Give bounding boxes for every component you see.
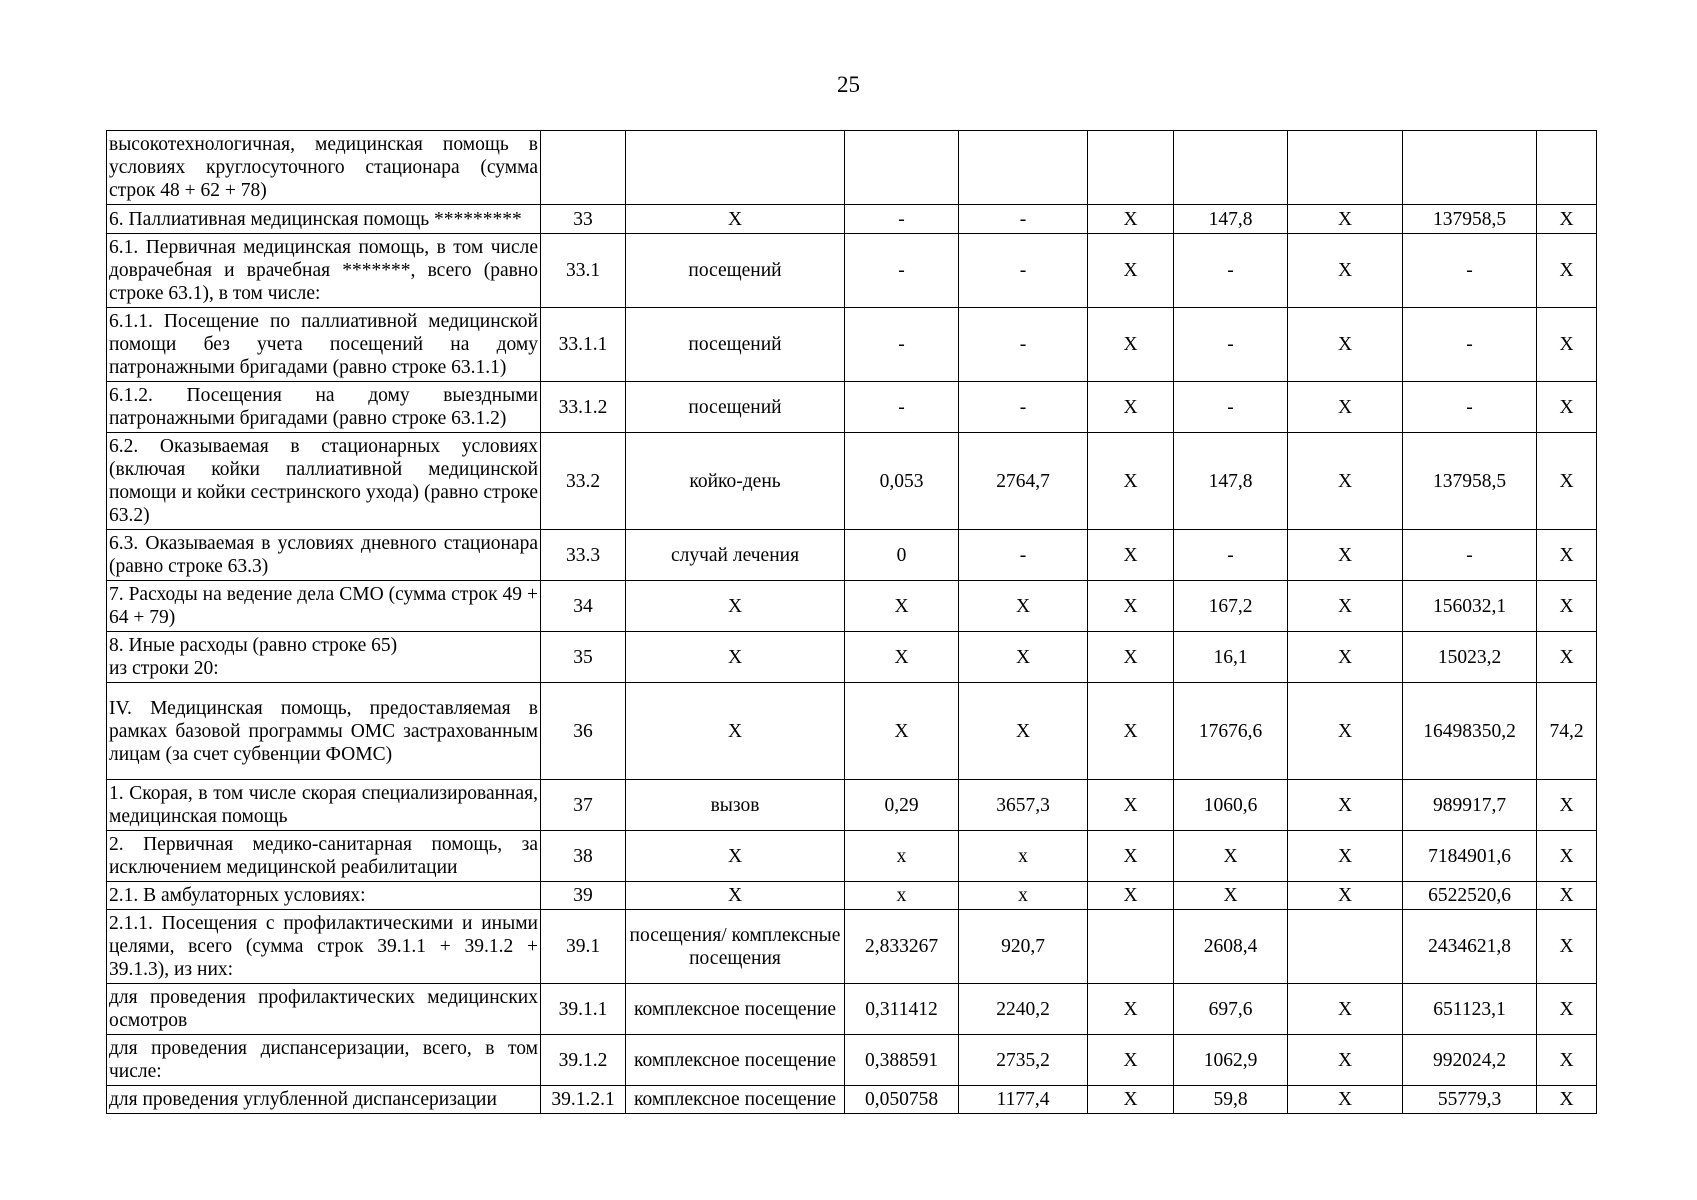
table-cell-name: для проведения углубленной диспансеризации xyxy=(107,1086,541,1114)
table-cell-c3: 0,29 xyxy=(845,780,959,831)
table-cell-unit xyxy=(626,131,845,205)
table-cell-c6: Х xyxy=(1174,831,1288,882)
table-cell-c5: Х xyxy=(1088,1035,1174,1086)
table-cell-c4: 2240,2 xyxy=(959,984,1088,1035)
table-cell-c5 xyxy=(1088,910,1174,984)
table-cell-c5: Х xyxy=(1088,433,1174,530)
table-cell-name: 7. Расходы на ведение дела СМО (сумма строк 49 + 64 + 79) xyxy=(107,581,541,632)
table-cell-c3: Х xyxy=(845,683,959,780)
table-cell-c9: Х xyxy=(1537,581,1597,632)
table-cell-code: 39.1 xyxy=(541,910,626,984)
table-cell-c8: 2434621,8 xyxy=(1403,910,1537,984)
table-cell-c6: 17676,6 xyxy=(1174,683,1288,780)
table-row xyxy=(107,882,1597,910)
table-cell-c8: - xyxy=(1403,530,1537,581)
table-cell-c8: 55779,3 xyxy=(1403,1086,1537,1114)
table-cell-unit: вызов xyxy=(626,780,845,831)
table-cell-c6 xyxy=(1174,131,1288,205)
table-cell-c8: - xyxy=(1403,308,1537,382)
table-cell-c4: х xyxy=(959,882,1088,910)
table-cell-c3: 0,311412 xyxy=(845,984,959,1035)
table-cell-code: 35 xyxy=(541,632,626,683)
table-cell-name: 1. Скорая, в том числе скорая специализированная, медицинская помощь xyxy=(107,780,541,831)
table-cell-unit: посещений xyxy=(626,382,845,433)
table-cell-code: 39.1.2.1 xyxy=(541,1086,626,1114)
table-cell-c5: Х xyxy=(1088,882,1174,910)
table-cell-code: 39.1.1 xyxy=(541,984,626,1035)
table-cell-c3: - xyxy=(845,308,959,382)
table-cell-c7: Х xyxy=(1288,433,1403,530)
table-cell-unit: койко-день xyxy=(626,433,845,530)
table-cell-c4: 2764,7 xyxy=(959,433,1088,530)
table-cell-c4: 3657,3 xyxy=(959,780,1088,831)
table-cell-c7: Х xyxy=(1288,831,1403,882)
table-cell-c7: Х xyxy=(1288,530,1403,581)
table-cell-c3 xyxy=(845,131,959,205)
table-cell-name: 2.1.1. Посещения с профилактическими и иными целями, всего (сумма строк 39.1.1 + 39.1.2 + 39.1.3), из них: xyxy=(107,910,541,984)
table-cell-c3: 0,053 xyxy=(845,433,959,530)
table-row xyxy=(107,382,1597,433)
table-cell-c3: 2,833267 xyxy=(845,910,959,984)
table-cell-c6: - xyxy=(1174,234,1288,308)
table-cell-code: 37 xyxy=(541,780,626,831)
table-cell-c5: Х xyxy=(1088,683,1174,780)
table-cell-code: 33 xyxy=(541,205,626,234)
table-cell-c5: Х xyxy=(1088,308,1174,382)
table-row xyxy=(107,910,1597,984)
table-cell-code: 36 xyxy=(541,683,626,780)
table-cell-c3: х xyxy=(845,882,959,910)
table-cell-unit: Х xyxy=(626,831,845,882)
table-cell-unit: посещения/ комплексные посещения xyxy=(626,910,845,984)
table-cell-unit: посещений xyxy=(626,308,845,382)
table-cell-c4 xyxy=(959,131,1088,205)
table-cell-c4: - xyxy=(959,308,1088,382)
table-cell-code: 33.1 xyxy=(541,234,626,308)
table-cell-c8: 137958,5 xyxy=(1403,205,1537,234)
table-cell-c5: Х xyxy=(1088,581,1174,632)
table-cell-code: 38 xyxy=(541,831,626,882)
table-cell-code: 33.2 xyxy=(541,433,626,530)
table-cell-c7: Х xyxy=(1288,581,1403,632)
table-row xyxy=(107,683,1597,780)
table-cell-c6: Х xyxy=(1174,882,1288,910)
table-cell-c6: 147,8 xyxy=(1174,433,1288,530)
table-cell-unit: комплексное посещение xyxy=(626,1035,845,1086)
table-row xyxy=(107,1035,1597,1086)
table-cell-c7: Х xyxy=(1288,632,1403,683)
table-cell-c7: Х xyxy=(1288,382,1403,433)
table-row xyxy=(107,530,1597,581)
table-cell-c9 xyxy=(1537,131,1597,205)
table-cell-c9: Х xyxy=(1537,910,1597,984)
table-row xyxy=(107,433,1597,530)
table-cell-c3: х xyxy=(845,831,959,882)
table-cell-c9: Х xyxy=(1537,984,1597,1035)
table-row xyxy=(107,1086,1597,1114)
table-cell-c6: - xyxy=(1174,308,1288,382)
table-cell-c7 xyxy=(1288,910,1403,984)
table-cell-c8: 7184901,6 xyxy=(1403,831,1537,882)
table-cell-c9: Х xyxy=(1537,308,1597,382)
table-cell-c6: 167,2 xyxy=(1174,581,1288,632)
table-cell-c3: - xyxy=(845,234,959,308)
table-cell-c8: 992024,2 xyxy=(1403,1035,1537,1086)
table-cell-name: 6.1.1. Посещение по паллиативной медицинской помощи без учета посещений на дому патронажными бригадами (равно строке 63.1.1) xyxy=(107,308,541,382)
table-row xyxy=(107,632,1597,683)
table-cell-c6: - xyxy=(1174,530,1288,581)
table-cell-name: высокотехнологичная, медицинская помощь в условиях круглосуточного стационара (сумма строк 48 + 62 + 78) xyxy=(107,131,541,205)
table-cell-c7: Х xyxy=(1288,882,1403,910)
table-body xyxy=(107,131,1597,1114)
table-cell-name: 2. Первичная медико-санитарная помощь, за исключением медицинской реабилитации xyxy=(107,831,541,882)
table-cell-c9: Х xyxy=(1537,882,1597,910)
table-cell-c7: Х xyxy=(1288,1035,1403,1086)
table-cell-c7: Х xyxy=(1288,234,1403,308)
table-cell-name: 2.1. В амбулаторных условиях: xyxy=(107,882,541,910)
table-cell-unit: Х xyxy=(626,205,845,234)
table-cell-c4: Х xyxy=(959,683,1088,780)
table-cell-c8: 6522520,6 xyxy=(1403,882,1537,910)
table-cell-unit: комплексное посещение xyxy=(626,984,845,1035)
table-cell-code: 39 xyxy=(541,882,626,910)
table-cell-c5: Х xyxy=(1088,831,1174,882)
table-cell-c9: Х xyxy=(1537,205,1597,234)
table-cell-c3: Х xyxy=(845,581,959,632)
table-row xyxy=(107,205,1597,234)
table-cell-c3: 0 xyxy=(845,530,959,581)
table-cell-unit: комплексное посещение xyxy=(626,1086,845,1114)
table-cell-c4: х xyxy=(959,831,1088,882)
table-cell-c5: Х xyxy=(1088,984,1174,1035)
table-cell-c9: Х xyxy=(1537,234,1597,308)
table-cell-code: 33.1.1 xyxy=(541,308,626,382)
table-row xyxy=(107,984,1597,1035)
table-cell-name: IV. Медицинская помощь, предоставляемая в рамках базовой программы ОМС застрахованным лицам (за счет субвенции ФОМС) xyxy=(107,683,541,780)
table-cell-c7: Х xyxy=(1288,205,1403,234)
table-cell-c5: Х xyxy=(1088,780,1174,831)
table-cell-name: для проведения профилактических медицинских осмотров xyxy=(107,984,541,1035)
table-cell-code xyxy=(541,131,626,205)
table-cell-c8: 156032,1 xyxy=(1403,581,1537,632)
table-row xyxy=(107,131,1597,205)
table-cell-c4: 920,7 xyxy=(959,910,1088,984)
table-cell-name: 6. Паллиативная медицинская помощь ********* xyxy=(107,205,541,234)
table-row xyxy=(107,234,1597,308)
table-cell-unit: Х xyxy=(626,581,845,632)
table-cell-unit: Х xyxy=(626,882,845,910)
page-number: 25 xyxy=(837,72,860,97)
table-cell-c9: Х xyxy=(1537,632,1597,683)
table-cell-c6: 1060,6 xyxy=(1174,780,1288,831)
table-cell-c5: Х xyxy=(1088,234,1174,308)
table-cell-code: 33.1.2 xyxy=(541,382,626,433)
table-cell-c8 xyxy=(1403,131,1537,205)
table-row xyxy=(107,581,1597,632)
table-cell-c3: Х xyxy=(845,632,959,683)
table-cell-c5: Х xyxy=(1088,382,1174,433)
table-cell-c7: Х xyxy=(1288,984,1403,1035)
table-cell-c7: Х xyxy=(1288,308,1403,382)
table-cell-code: 34 xyxy=(541,581,626,632)
table-cell-c4: 1177,4 xyxy=(959,1086,1088,1114)
table-cell-c5: Х xyxy=(1088,632,1174,683)
table-cell-c6: 59,8 xyxy=(1174,1086,1288,1114)
table-cell-c8: - xyxy=(1403,234,1537,308)
table-cell-c8: 137958,5 xyxy=(1403,433,1537,530)
table-cell-unit: случай лечения xyxy=(626,530,845,581)
table-row xyxy=(107,780,1597,831)
table-cell-code: 33.3 xyxy=(541,530,626,581)
table-cell-c9: Х xyxy=(1537,433,1597,530)
table-cell-name: 6.1. Первичная медицинская помощь, в том числе доврачебная и врачебная *******, всего (равно строке 63.1), в том числе: xyxy=(107,234,541,308)
table-cell-c4: - xyxy=(959,205,1088,234)
table-cell-name: 8. Иные расходы (равно строке 65) из строки 20: xyxy=(107,632,541,683)
table-cell-c9: Х xyxy=(1537,530,1597,581)
table-cell-c4: - xyxy=(959,530,1088,581)
table-cell-c8: - xyxy=(1403,382,1537,433)
table-cell-c4: 2735,2 xyxy=(959,1035,1088,1086)
table-cell-name: 6.3. Оказываемая в условиях дневного стационара (равно строке 63.3) xyxy=(107,530,541,581)
table-cell-c6: 697,6 xyxy=(1174,984,1288,1035)
table-cell-c9: Х xyxy=(1537,831,1597,882)
table-cell-c9: Х xyxy=(1537,382,1597,433)
table-cell-c8: 651123,1 xyxy=(1403,984,1537,1035)
table-cell-c6: 2608,4 xyxy=(1174,910,1288,984)
table-cell-c3: 0,388591 xyxy=(845,1035,959,1086)
table-cell-c7: Х xyxy=(1288,1086,1403,1114)
table-cell-code: 39.1.2 xyxy=(541,1035,626,1086)
table-cell-c7: Х xyxy=(1288,683,1403,780)
table-cell-c5 xyxy=(1088,131,1174,205)
table-cell-c7: Х xyxy=(1288,780,1403,831)
table-cell-c9: 74,2 xyxy=(1537,683,1597,780)
table-cell-c3: - xyxy=(845,382,959,433)
table-cell-unit: посещений xyxy=(626,234,845,308)
table-cell-c5: Х xyxy=(1088,530,1174,581)
financing-table xyxy=(106,130,1597,1114)
table-cell-c6: 16,1 xyxy=(1174,632,1288,683)
table-cell-name: 6.1.2. Посещения на дому выездными патронажными бригадами (равно строке 63.1.2) xyxy=(107,382,541,433)
table-cell-c9: Х xyxy=(1537,1086,1597,1114)
table-row xyxy=(107,831,1597,882)
table-cell-c7 xyxy=(1288,131,1403,205)
table-cell-c8: 989917,7 xyxy=(1403,780,1537,831)
table-cell-c4: - xyxy=(959,382,1088,433)
table-cell-c4: - xyxy=(959,234,1088,308)
table-cell-unit: Х xyxy=(626,632,845,683)
table-cell-c9: Х xyxy=(1537,1035,1597,1086)
table-cell-name: для проведения диспансеризации, всего, в том числе: xyxy=(107,1035,541,1086)
table-cell-c4: Х xyxy=(959,632,1088,683)
table-cell-c3: - xyxy=(845,205,959,234)
table-cell-c5: Х xyxy=(1088,1086,1174,1114)
table-cell-c5: Х xyxy=(1088,205,1174,234)
table-cell-c4: Х xyxy=(959,581,1088,632)
table-cell-name: 6.2. Оказываемая в стационарных условиях (включая койки паллиативной медицинской помощи и койки сестринского ухода) (равно строке 63.2) xyxy=(107,433,541,530)
table-cell-unit: Х xyxy=(626,683,845,780)
table-cell-c8: 15023,2 xyxy=(1403,632,1537,683)
table-cell-c6: 147,8 xyxy=(1174,205,1288,234)
table-cell-c6: - xyxy=(1174,382,1288,433)
table-row xyxy=(107,308,1597,382)
table-cell-c8: 16498350,2 xyxy=(1403,683,1537,780)
table-cell-c9: Х xyxy=(1537,780,1597,831)
table-cell-c6: 1062,9 xyxy=(1174,1035,1288,1086)
table-cell-c3: 0,050758 xyxy=(845,1086,959,1114)
